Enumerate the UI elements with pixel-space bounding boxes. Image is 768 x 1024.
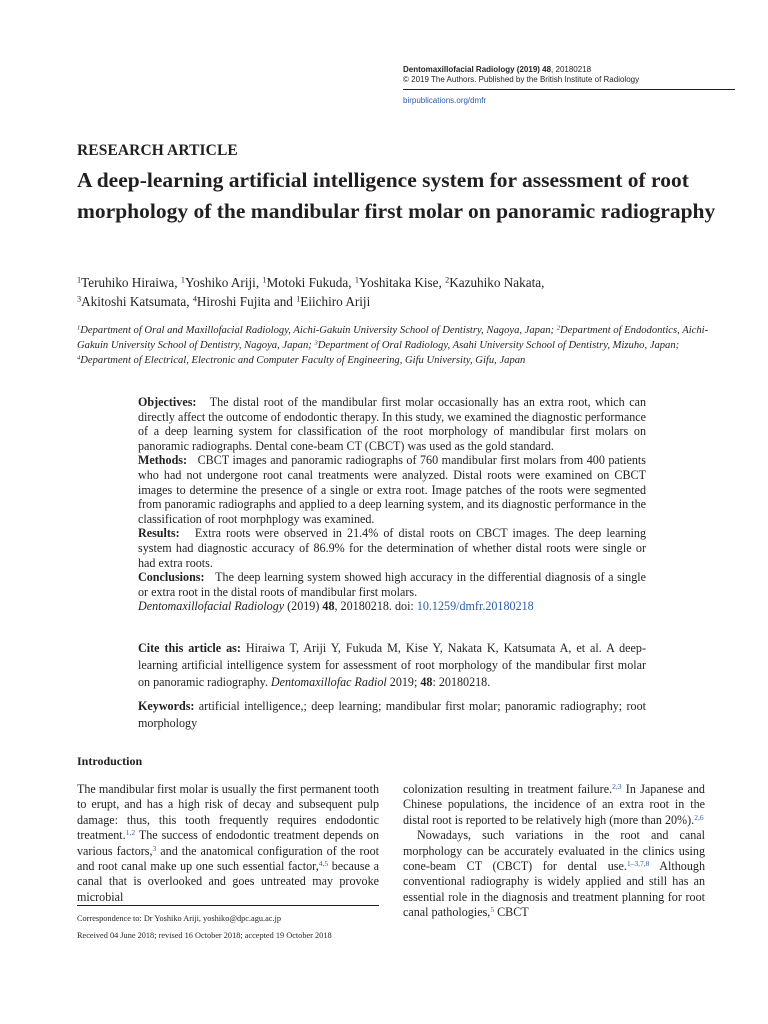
correspondence-line: Correspondence to: Dr Yoshiko Ariji, yoshiko@dpc.agu.ac.jp bbox=[77, 914, 281, 923]
journal-ref-name: Dentomaxillofacial Radiology bbox=[138, 599, 285, 614]
intro-left-column bbox=[77, 782, 379, 905]
citation-reference: 4,5 bbox=[318, 858, 329, 868]
footnote bbox=[77, 910, 379, 944]
citation-reference: 2,3 bbox=[612, 781, 622, 791]
cite-text: Hiraiwa T, Ariji Y, Fukuda M, Kise Y, Nakata K, Katsumata A, et al. A deep-learning artificial intelligence system for assessment of root morphology of the mandibular first molar on panoramic radiography. bbox=[138, 641, 646, 689]
author-name: Akitoshi Katsumata bbox=[81, 294, 187, 309]
body-text: Although conventional radiography is widely applied and still has an essential role in the diagnosis and treatment planning for root canal pathologies, bbox=[403, 859, 705, 920]
results-text: Extra roots were observed in 21.4% of distal roots on CBCT images. The deep learning system had diagnostic accuracy of 86.9% for the determination of whether distal roots were single or had extra roots. bbox=[138, 526, 646, 570]
journal-citation-line bbox=[403, 65, 733, 75]
body-text: CBCT bbox=[494, 905, 529, 920]
affiliation-text: Department of Electrical, Electronic and Computer Faculty of Engineering, Gifu University, Gifu, Japan bbox=[80, 355, 526, 366]
author-name: Kazuhiko Nakata bbox=[449, 275, 542, 290]
cite-journal: Dentomaxillofac Radiol bbox=[270, 675, 387, 689]
affiliation-text: Department of Endodontics, Aichi-Gakuin University School of Dentistry, Nagoya, Japan; bbox=[77, 325, 709, 351]
author-name: Motoki Fukuda bbox=[266, 275, 349, 290]
cite-volume: 48 bbox=[420, 675, 433, 689]
intro-right-column bbox=[403, 782, 705, 921]
conclusions-label: Conclusions: bbox=[138, 570, 205, 585]
affiliation-text: Department of Oral and Maxillofacial Radiology, Aichi-Gakuin University School of Dentistry, Nagoya, Japan; bbox=[80, 325, 557, 336]
citation-reference: 3 bbox=[152, 843, 157, 853]
methods-text: CBCT images and panoramic radiographs of 760 mandibular first molars from 400 patients who had not undergone root canal treatments were analyzed. Distal roots were examined on CBCT images to determine the presence of a single or extra root. Image patches of the roots were segmented from panoramic radiographs and applied to a deep learning system, and its diagnostic performance in the classification of root morphplogy was examined. bbox=[138, 453, 646, 526]
author-name: Yoshitaka Kise bbox=[358, 275, 439, 290]
abstract-reference bbox=[138, 599, 646, 614]
article-type: RESEARCH ARTICLE bbox=[77, 142, 238, 159]
keywords-text: artificial intelligence,; deep learning; mandibular first molar; panoramic radiography; root morphology bbox=[138, 699, 646, 730]
author-affiliation-number: 2 bbox=[445, 275, 450, 285]
abstract-objectives bbox=[138, 395, 646, 453]
intro-paragraph-1-continued bbox=[403, 782, 705, 828]
cite-tail: : 20180218. bbox=[432, 675, 491, 689]
article-title: A deep-learning artificial intelligence system for assessment of root morphology of the mandibular first molar on panoramic radiography bbox=[77, 168, 716, 223]
author-name: Yoshiko Ariji bbox=[184, 275, 256, 290]
author-affiliation-number: 1 bbox=[77, 275, 82, 285]
journal-ref-year: (2019) bbox=[284, 599, 323, 614]
methods-label: Methods: bbox=[138, 453, 188, 468]
intro-paragraph-2 bbox=[403, 828, 705, 920]
body-text: In Japanese and Chinese populations, the incidence of an extra root in the distal root is reported to be relatively high (more than 20%). bbox=[403, 782, 705, 827]
author-affiliation-number: 3 bbox=[77, 294, 82, 304]
section-heading-introduction: Introduction bbox=[77, 754, 143, 768]
affiliation-number: 2 bbox=[556, 324, 561, 332]
author-affiliation-number: 1 bbox=[296, 294, 301, 304]
citation-reference: 1–3,7,8 bbox=[626, 858, 650, 868]
journal-url-link[interactable]: birpublications.org/dmfr bbox=[403, 96, 487, 105]
citation-reference: 1,2 bbox=[125, 828, 136, 838]
author-affiliation-number: 1 bbox=[262, 275, 267, 285]
affiliation-number: 1 bbox=[77, 324, 81, 332]
body-text: and the anatomical configuration of the root and root canal make up one such essential factor, bbox=[77, 843, 379, 874]
abstract-methods bbox=[138, 453, 646, 526]
keywords bbox=[138, 698, 646, 732]
conclusions-text: The deep learning system showed high accuracy in the differential diagnosis of a single or extra root in the distal roots of mandibular first molars. bbox=[138, 570, 646, 599]
keywords-label: Keywords: bbox=[138, 699, 195, 713]
affiliation-list bbox=[77, 323, 717, 368]
journal-header bbox=[403, 65, 733, 85]
results-label: Results: bbox=[138, 526, 180, 541]
author-name: Hiroshi Fujita bbox=[196, 294, 271, 309]
author-affiliation-number: 1 bbox=[354, 275, 359, 285]
body-text: colonization resulting in treatment failure. bbox=[403, 782, 613, 796]
author-affiliation-number: 1 bbox=[180, 275, 185, 285]
author-name: Teruhiko Hiraiwa bbox=[81, 275, 175, 290]
abstract-results bbox=[138, 526, 646, 570]
body-text: The mandibular first molar is usually the first permanent tooth to erupt, and has a high risk of decay and subsequent pulp damage: thus, this tooth frequently requires endodontic treatment. bbox=[77, 782, 379, 843]
affiliation-number: 4 bbox=[77, 354, 81, 362]
cite-this-article bbox=[138, 640, 646, 691]
body-text: because a canal that is overlooked and goes untreated may provoke microbial bbox=[77, 859, 379, 904]
header-divider bbox=[403, 89, 735, 90]
copyright-line: © 2019 The Authors. Published by the British Institute of Radiology bbox=[403, 75, 640, 84]
body-text: The success of endodontic treatment depends on various factors, bbox=[77, 828, 379, 858]
journal-article-number: , 20180218 bbox=[551, 65, 592, 74]
cite-label: Cite this article as: bbox=[138, 641, 241, 655]
doi-link[interactable]: 10.1259/dmfr.20180218 bbox=[416, 599, 534, 614]
objectives-label: Objectives: bbox=[138, 395, 197, 409]
journal-name: Dentomaxillofacial Radiology (2019) 48 bbox=[403, 65, 552, 74]
cite-year: 2019; bbox=[386, 675, 421, 689]
author-list: $^1$Teruhiko Hiraiwa, $^1$Yoshiko Ariji, $^1$Motoki Fukuda, $^1$Yoshitaka Kise, $^2$Kazuhiko Nakata, $^3$Akitoshi Katsumata, $^4$Hiroshi Fujita and $^1$Eiichiro Ariji bbox=[77, 275, 545, 309]
objectives-text: The distal root of the mandibular first molar occasionally has an extra root, which can directly affect the outcome of endodontic therapy. In this study, we examined the diagnostic performance of a deep learning system for classification of the root morphology of mandibular first molars on panoramic radiographs. Dental cone-beam CT (CBCT) was used as the gold standard. bbox=[138, 395, 647, 453]
body-text: Nowadays, such variations in the root and canal morphology can be accurately evaluated in the clinics using cone-beam CT (CBCT) for dental use. bbox=[403, 828, 705, 874]
footnote-divider bbox=[77, 905, 379, 906]
abstract-conclusions bbox=[138, 570, 646, 599]
affiliation-number: 3 bbox=[314, 339, 318, 347]
citation-reference: 2,6 bbox=[694, 812, 704, 822]
journal-ref-volume: 48 bbox=[322, 599, 335, 614]
citation-reference: 5 bbox=[490, 905, 495, 915]
abstract bbox=[138, 395, 646, 614]
received-dates-line: Received 04 June 2018; revised 16 October 2018; accepted 19 October 2018 bbox=[77, 931, 332, 940]
journal-ref-id: , 20180218. doi: bbox=[334, 599, 417, 614]
affiliation-text: Department of Oral Radiology, Asahi University School of Dentistry, Mizuho, Japan; bbox=[317, 340, 680, 351]
author-affiliation-number: 4 bbox=[192, 294, 197, 304]
author-name: Eiichiro Ariji bbox=[300, 294, 371, 309]
